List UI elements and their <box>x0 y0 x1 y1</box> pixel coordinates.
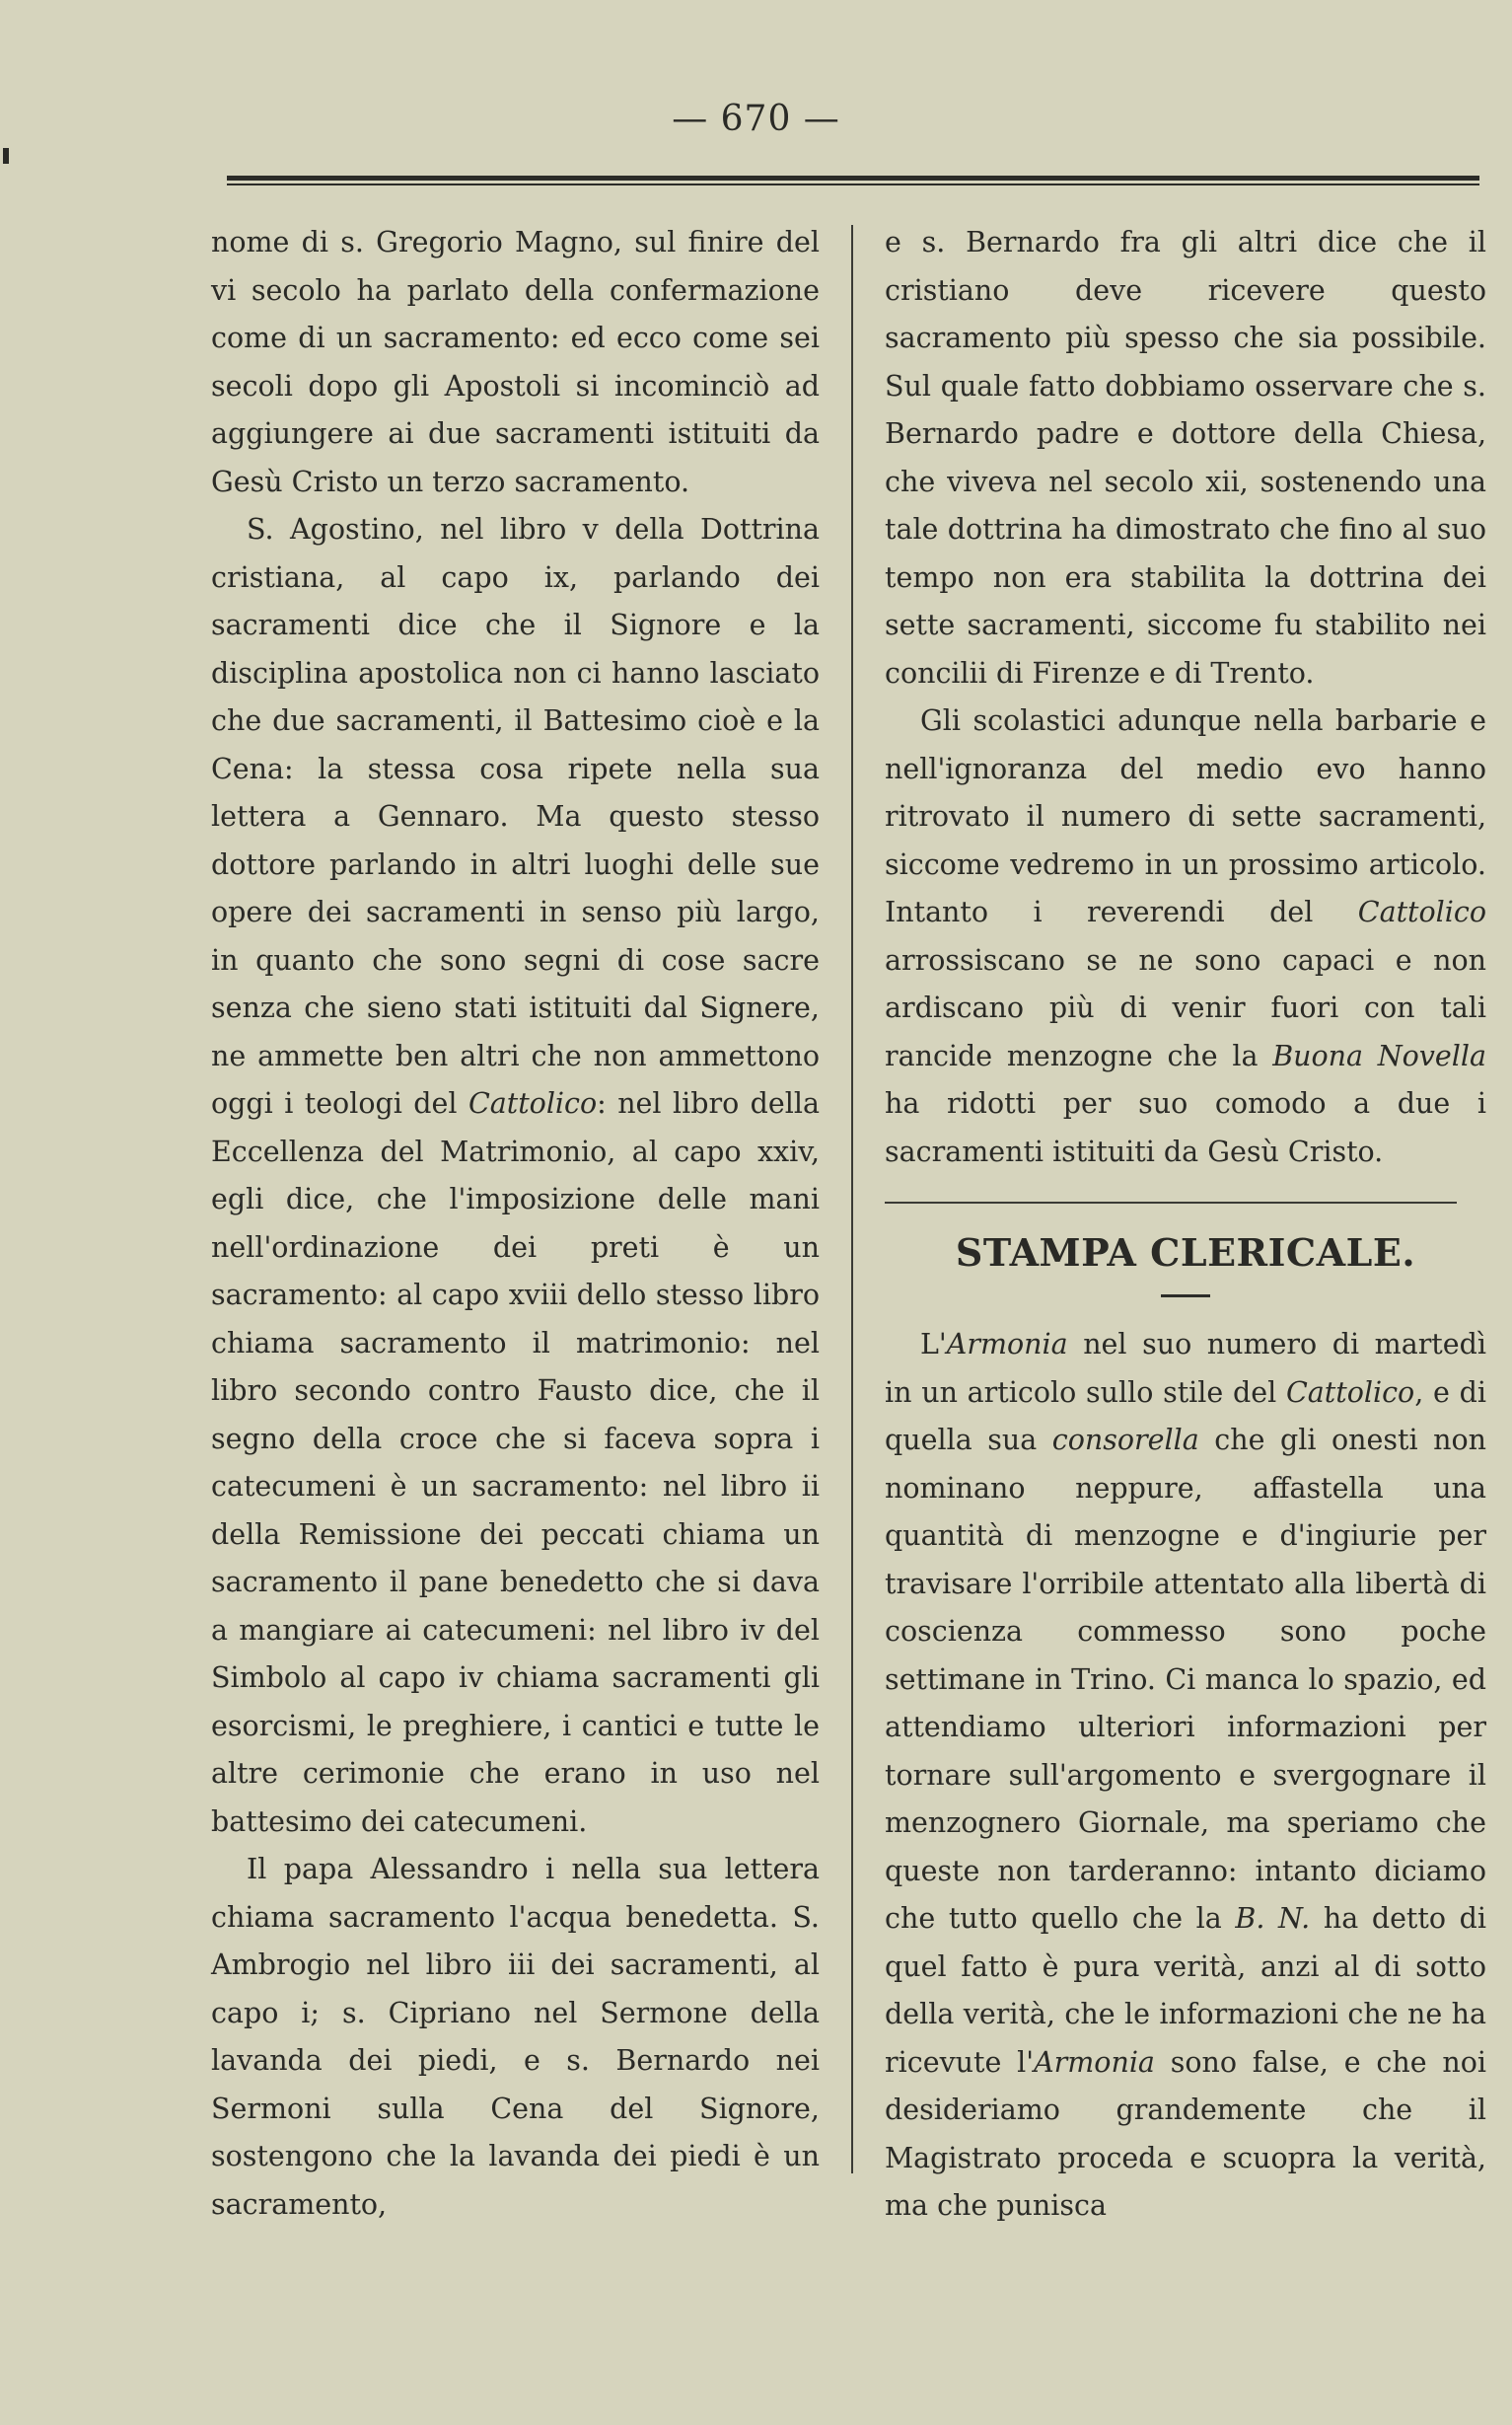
right-paragraph-1: e s. Bernardo fra gli altri dice che il cristiano deve ricevere questo sacramento più spesso che sia possibile. Sul quale fatto dobbiamo osservare che s. Bernardo padre e dottore della Chiesa, che viveva nel secolo xii, sostenendo una tale dottrina ha dimostrato che fino al suo tempo non era stabilita la dottrina dei sette sacramenti, siccome fu stabilito nei concilii di Firenze e di Trento. <box>885 226 1486 690</box>
header-rule <box>227 176 1479 185</box>
right-p3-italic-armonia: Armonia <box>946 1328 1068 1360</box>
right-p3-text-f: sono false, e che noi desideriamo grandemente che il Magistrato proceda e scuopra la verità, ma che punisca <box>885 2045 1486 2222</box>
right-p3-italic-cattolico: Cattolico <box>1286 1375 1415 1409</box>
left-paragraph-3: Il papa Alessandro i nella sua lettera chiama sacramento l'acqua benedetta. S. Ambrogio nel libro iii dei sacramenti, al capo i; s. Cipriano nel Sermone della lavanda dei piedi, e s. Bernardo nei Sermoni sulla Cena del Signore, sostengono che la lavanda dei piedi è un sacramento, <box>211 1853 820 2221</box>
right-p3-italic-armonia-2: Armonia <box>1034 2045 1155 2079</box>
right-p3-text-c: , e di quella sua <box>885 1375 1486 1456</box>
section-title: STAMPA CLERICALE. <box>955 1230 1416 1275</box>
title-dash <box>1161 1294 1210 1297</box>
right-p2-text-a: Gli scolastici adunque nella barbarie e nell'ignoranza del medio evo hanno ritrovato il numero di sette sacramenti, siccome vedremo in un prossimo articolo. Intanto i reverendi del <box>885 704 1486 928</box>
margin-mark <box>3 148 9 164</box>
column-divider <box>851 225 853 2173</box>
right-column <box>885 219 1486 2231</box>
left-paragraph-2 <box>211 506 820 1846</box>
right-p2-text-b: arrossiscano se ne sono capaci e non ardiscano più di venir fuori con tali rancide menzogne che la <box>885 943 1486 1072</box>
right-p3-italic-bn: B. N. <box>1235 1902 1311 1935</box>
left-p2-italic-cattolico: Cattolico <box>468 1087 598 1120</box>
right-p3-text-b: nel suo numero di martedì in un articolo sullo stile del <box>885 1328 1486 1409</box>
right-p3-text-a: L' <box>920 1328 947 1360</box>
right-p2-italic-cattolico: Cattolico <box>1357 896 1486 928</box>
left-p2-text-b: : nel libro della Eccellenza del Matrimonio, al capo xxiv, egli dice, che l'imposizione delle mani nell'ordinazione dei preti è un sacramento: al capo xviii dello stesso libro chiama sacramento il matrimonio: nel libro secondo contro Fausto dice, che il segno della croce che si faceva sopra i catecumeni è un sacramento: nel libro ii della Remissione dei peccati chiama un sacramento il pane benedetto che si dava a mangiare ai catecumeni: nel libro iv del Simbolo al capo iv chiama sacramenti gli esorcismi, le preghiere, i cantici e tutte le altre cerimonie che erano in uso nel battesimo dei catecumeni. <box>211 1087 820 1838</box>
right-p3-italic-consorella: consorella <box>1051 1424 1199 1456</box>
right-p2-text-c: ha ridotti per suo comodo a due i sacramenti istituiti da Gesù Cristo. <box>885 1087 1486 1168</box>
section-rule <box>885 1202 1457 1204</box>
left-column <box>211 219 820 2229</box>
right-p2-italic-buona-novella: Buona Novella <box>1272 1039 1486 1072</box>
left-p2-text-a: S. Agostino, nel libro v della Dottrina cristiana, al capo ix, parlando dei sacramenti dice che il Signore e la disciplina apostolica non ci hanno lasciato che due sacramenti, il Battesimo cioè e la Cena: la stessa cosa ripete nella sua lettera a Gennaro. Ma questo stesso dottore parlando in altri luoghi delle sue opere dei sacramenti in senso più largo, in quanto che sono segni di cose sacre senza che sieno stati istituiti dal Signere, ne ammette ben altri che non ammettono oggi i teologi del <box>211 513 820 1120</box>
left-paragraph-1: nome di s. Gregorio Magno, sul finire del vi secolo ha parlato della confermazione come di un sacramento: ed ecco come sei secoli dopo gli Apostoli si incominciò ad aggiungere ai due sacramenti istituiti da Gesù Cristo un terzo sacramento. <box>211 226 820 498</box>
page-number: — 670 — <box>672 99 840 139</box>
right-p3-text-e: ha detto di quel fatto è pura verità, anzi al di sotto della verità, che le informazioni che ne ha ricevute l' <box>885 1902 1486 2079</box>
right-paragraph-2 <box>885 698 1486 1176</box>
right-paragraph-3 <box>885 1321 1486 2231</box>
right-p3-text-d: che gli onesti non nominano neppure, affastella una quantità di menzogne e d'ingiurie per travisare l'orribile attentato alla libertà di coscienza commesso sono poche settimane in Trino. Ci manca lo spazio, ed attendiamo ulteriori informazioni per tornare sull'argomento e svergognare il menzognero Giornale, ma speriamo che queste non tarderanno: intanto diciamo che tutto quello che la <box>885 1424 1486 1935</box>
